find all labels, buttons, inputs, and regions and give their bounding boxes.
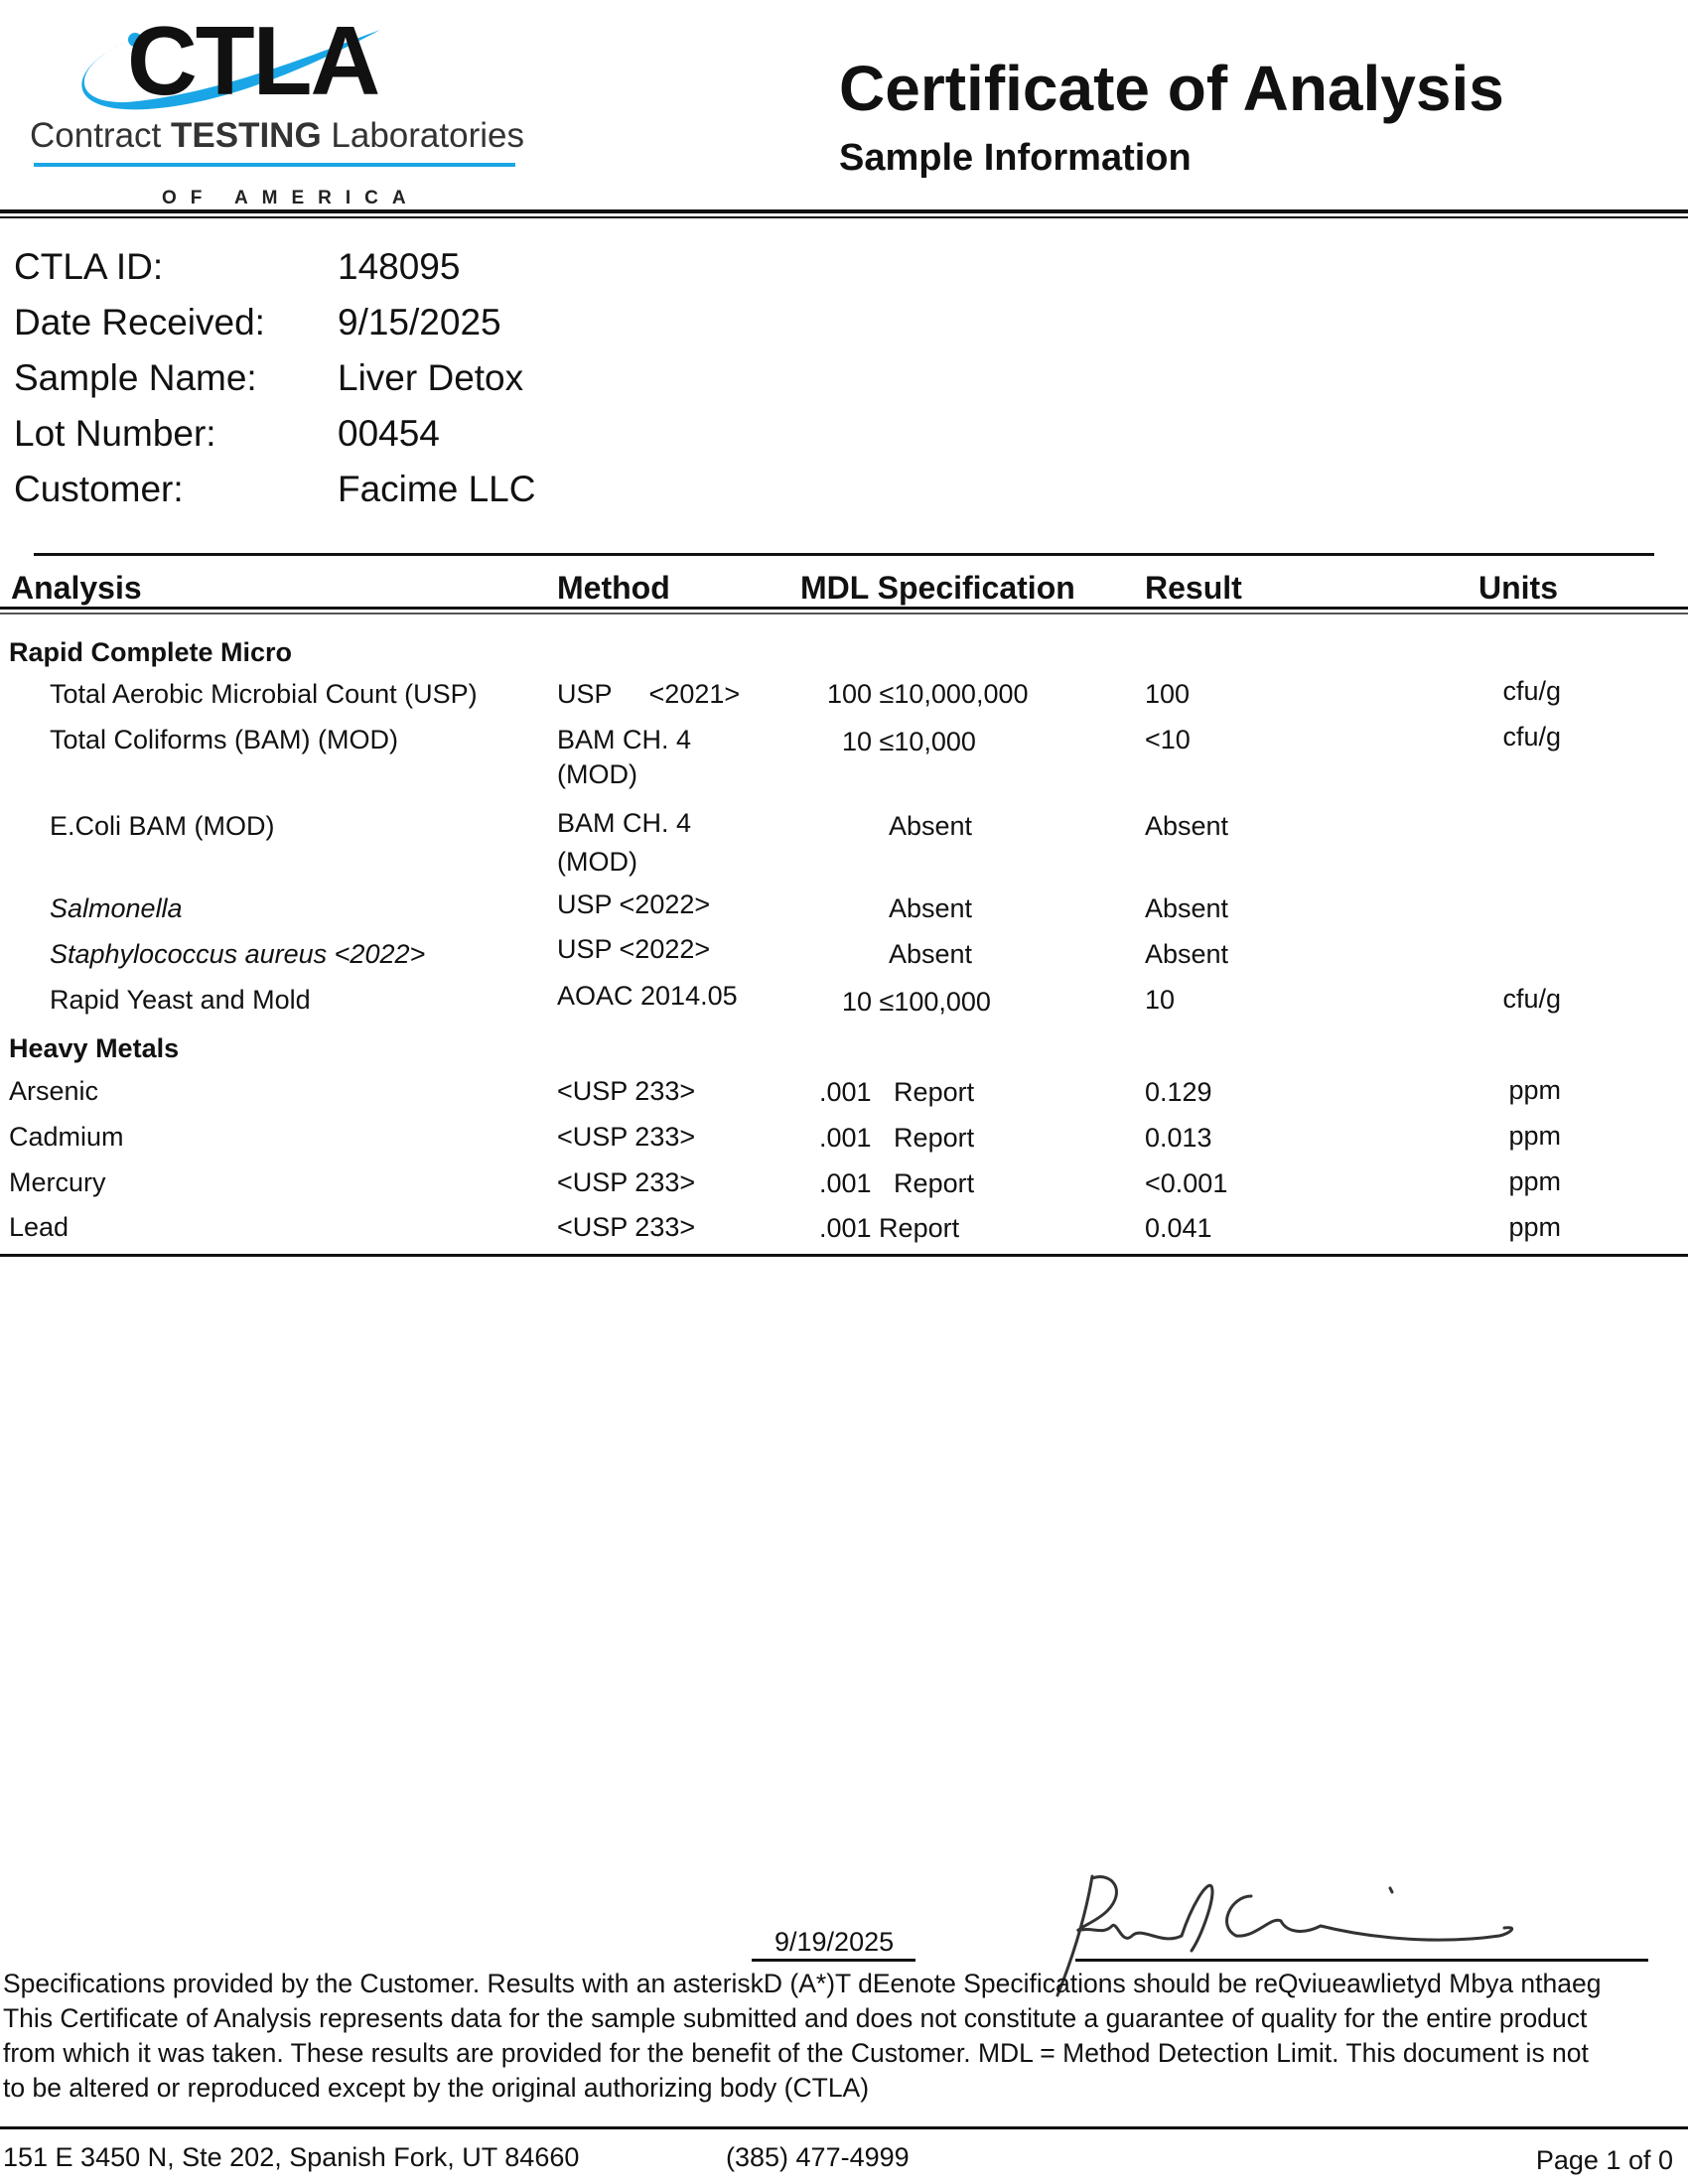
analysis-cell: Total Coliforms (BAM) (MOD) [50, 725, 399, 754]
sample-name-value: Liver Detox [338, 357, 524, 398]
mdl-cell: Absent [889, 893, 973, 923]
customer-value: Facime LLC [338, 469, 536, 509]
mdl-cell: .001 Report [819, 1168, 975, 1198]
units-cell: ppm [1508, 1121, 1561, 1151]
method-cell: AOAC 2014.05 [557, 981, 738, 1011]
mdl-cell: 10 ≤10,000 [842, 727, 976, 756]
units-cell: ppm [1508, 1075, 1561, 1105]
table-header-divider-thin [0, 613, 1688, 614]
method-cell: <USP 233> [557, 1167, 696, 1197]
customer-label: Customer: [14, 469, 184, 509]
units-cell: cfu/g [1502, 676, 1561, 706]
page-title: Certificate of Analysis [839, 53, 1504, 124]
units-cell: cfu/g [1502, 984, 1561, 1014]
method-cell-line2: (MOD) [557, 847, 637, 877]
ctla-logo-graphic [28, 10, 524, 208]
mdl-cell: .001 Report [819, 1077, 975, 1107]
disclaimer-line: Specifications provided by the Customer. Results with an asteriskD (A*)T dEenote Specifications should be reQviueawlietyd Mbya nthaeg [3, 1969, 1602, 1998]
result-cell: 10 [1145, 985, 1176, 1015]
method-cell: USP <2022> [557, 889, 711, 919]
result-cell: <0.001 [1145, 1168, 1228, 1198]
date-received-label: Date Received: [14, 302, 265, 342]
method-cell: BAM CH. 4 [557, 725, 692, 754]
disclaimer-line: to be altered or reproduced except by the original authorizing body (CTLA) [3, 2073, 870, 2103]
svg-text:Contract TESTING Laboratories: Contract TESTING Laboratories [30, 116, 524, 155]
result-cell: 0.013 [1145, 1123, 1212, 1153]
col-method: Method [557, 570, 670, 606]
method-cell-line2: (MOD) [557, 759, 637, 789]
result-cell: Absent [1145, 893, 1229, 923]
header-divider-thin [0, 216, 1688, 218]
mdl-cell: Absent [889, 939, 973, 969]
analysis-cell: E.Coli BAM (MOD) [50, 811, 275, 841]
date-received-value: 9/15/2025 [338, 302, 501, 342]
method-cell: <USP 233> [557, 1076, 696, 1106]
analysis-cell: Staphylococcus aureus <2022> [50, 939, 426, 969]
units-cell: ppm [1508, 1212, 1561, 1242]
result-cell: 0.129 [1145, 1077, 1212, 1107]
analysis-cell: Salmonella [50, 893, 183, 923]
analysis-cell: Lead [9, 1212, 70, 1242]
result-cell: 0.041 [1145, 1213, 1212, 1243]
svg-text:CTLA: CTLA [127, 10, 379, 115]
analysis-cell: Cadmium [9, 1122, 124, 1152]
analysis-cell: Rapid Yeast and Mold [50, 985, 311, 1015]
footer-address: 151 E 3450 N, Ste 202, Spanish Fork, UT 84660 [3, 2142, 580, 2172]
signoff-date: 9/19/2025 [774, 1927, 895, 1957]
date-line [752, 1959, 915, 1962]
footer-divider [0, 2126, 1688, 2129]
result-cell: Absent [1145, 939, 1229, 969]
result-cell: Absent [1145, 811, 1229, 841]
section-title: Rapid Complete Micro [9, 637, 293, 667]
result-cell: 100 [1145, 679, 1191, 709]
mdl-cell: Absent [889, 811, 973, 841]
col-result: Result [1145, 570, 1242, 606]
table-bottom-divider [0, 1254, 1688, 1257]
lot-number-label: Lot Number: [14, 413, 216, 454]
header-divider [0, 209, 1688, 213]
ctla-logo [28, 10, 524, 208]
mdl-cell: 100 ≤10,000,000 [827, 679, 1029, 709]
mdl-cell: .001 Report [819, 1123, 975, 1153]
section-title: Heavy Metals [9, 1033, 180, 1063]
col-mdl: MDL Specification [800, 570, 1075, 606]
lot-number-value: 00454 [338, 413, 440, 454]
sample-name-label: Sample Name: [14, 357, 257, 398]
svg-text:OF AMERICA: OF AMERICA [162, 188, 420, 208]
page-subtitle: Sample Information [839, 137, 1192, 179]
method-cell: <USP 233> [557, 1122, 696, 1152]
result-cell: <10 [1145, 725, 1191, 754]
footer-phone: (385) 477-4999 [726, 2142, 910, 2172]
method-cell: USP <2022> [557, 934, 711, 964]
col-units: Units [1478, 570, 1558, 606]
ctla-id-value: 148095 [338, 246, 461, 287]
ctla-id-label: CTLA ID: [14, 246, 164, 287]
col-analysis: Analysis [11, 570, 142, 606]
method-cell: USP <2021> [557, 679, 741, 709]
units-cell: cfu/g [1502, 722, 1561, 751]
units-cell: ppm [1508, 1166, 1561, 1196]
analysis-cell: Total Aerobic Microbial Count (USP) [50, 679, 478, 709]
method-cell: <USP 233> [557, 1212, 696, 1242]
mdl-cell: .001 Report [819, 1213, 960, 1243]
disclaimer-line: This Certificate of Analysis represents data for the sample submitted and does not constitute a guarantee of quality for the entire product [3, 2003, 1588, 2033]
table-header-divider [0, 607, 1688, 610]
mdl-cell: 10 ≤100,000 [842, 987, 991, 1017]
disclaimer-line: from which it was taken. These results are provided for the benefit of the Customer. MDL = Method Detection Limit. This document is not [3, 2038, 1589, 2068]
info-divider [34, 553, 1654, 556]
analysis-cell: Arsenic [9, 1076, 99, 1106]
analysis-cell: Mercury [9, 1167, 106, 1197]
footer-page-number: Page 1 of 0 [1535, 2145, 1673, 2175]
method-cell: BAM CH. 4 [557, 808, 692, 838]
